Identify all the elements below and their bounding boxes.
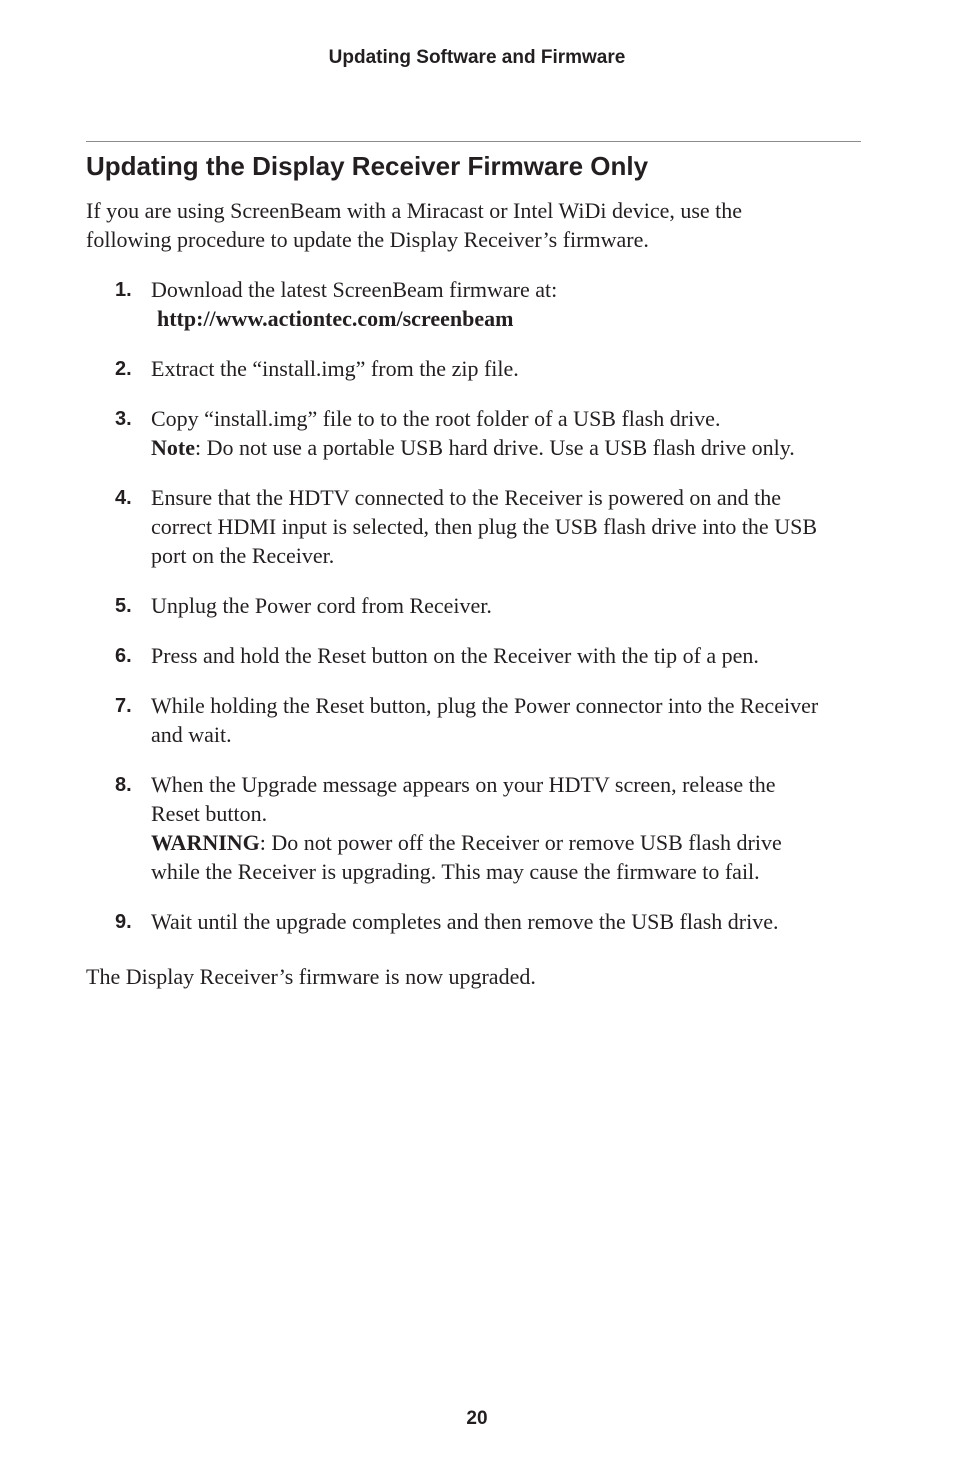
step-number: 4. [115, 487, 132, 509]
intro-line-1: If you are using ScreenBeam with a Miracast or Intel WiDi device, use the [86, 198, 743, 223]
section-divider [86, 141, 861, 142]
step-text: correct HDMI input is selected, then plug the USB flash drive into the USB [151, 514, 817, 539]
step-7 [0, 691, 861, 749]
step-text: Reset button. [151, 801, 268, 826]
step-number: 6. [115, 645, 132, 667]
step-text: Wait until the upgrade completes and then remove the USB flash drive. [151, 909, 779, 934]
step-text: Ensure that the HDTV connected to the Receiver is powered on and the [151, 485, 782, 510]
step-text: Download the latest ScreenBeam firmware at: [151, 277, 558, 302]
step-2 [0, 354, 861, 383]
step-text: port on the Receiver. [151, 543, 335, 568]
closing-paragraph: The Display Receiver’s firmware is now upgraded. [86, 964, 536, 989]
step-text: Copy “install.img” file to to the root folder of a USB flash drive. [151, 406, 721, 431]
step-8 [0, 770, 861, 886]
step-note [151, 433, 861, 462]
step-text: While holding the Reset button, plug the Power connector into the Receiver [151, 693, 819, 718]
note-text: : Do not use a portable USB hard drive. Use a USB flash drive only. [194, 435, 795, 460]
warning-label: WARNING [151, 830, 260, 855]
step-6 [0, 641, 861, 670]
step-number: 1. [115, 279, 132, 301]
step-number: 7. [115, 695, 132, 717]
firmware-url-link[interactable]: http://www.actiontec.com/screenbeam [157, 306, 514, 331]
step-text: and wait. [151, 722, 232, 747]
section-title: Updating the Display Receiver Firmware Only [86, 151, 649, 181]
step-4 [0, 483, 861, 570]
note-label: Note [151, 435, 195, 460]
step-number: 8. [115, 774, 132, 796]
step-warning [151, 828, 861, 857]
page-number: 20 [466, 1408, 488, 1429]
step-text: Unplug the Power cord from Receiver. [151, 593, 492, 618]
step-number: 5. [115, 595, 132, 617]
running-header: Updating Software and Firmware [328, 47, 626, 68]
step-text: while the Receiver is upgrading. This may cause the firmware to fail. [151, 859, 760, 884]
warning-text: : Do not power off the Receiver or remove USB flash drive [259, 830, 782, 855]
intro-line-2: following procedure to update the Display Receiver’s firmware. [86, 227, 649, 252]
step-1 [0, 275, 861, 333]
intro-paragraph [86, 196, 866, 254]
step-number: 9. [115, 911, 132, 933]
procedure-steps [0, 275, 954, 957]
step-text: Extract the “install.img” from the zip file. [151, 356, 519, 381]
step-number: 3. [115, 408, 132, 430]
step-text: Press and hold the Reset button on the Receiver with the tip of a pen. [151, 643, 759, 668]
step-number: 2. [115, 358, 132, 380]
step-text: When the Upgrade message appears on your HDTV screen, release the [151, 772, 776, 797]
step-9 [0, 907, 861, 936]
step-3 [0, 404, 861, 462]
step-5 [0, 591, 861, 620]
